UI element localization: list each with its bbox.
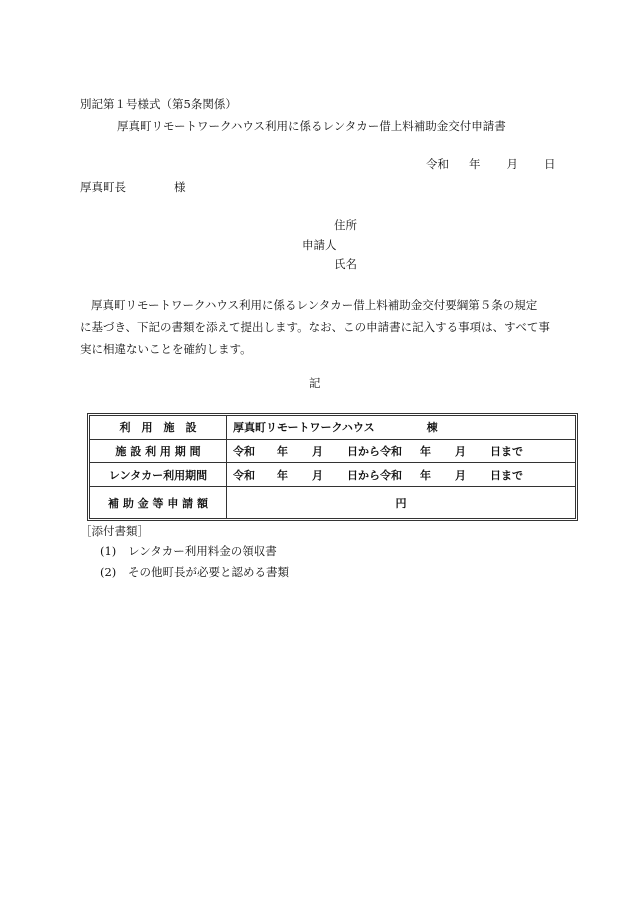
- rp-era: 令和: [233, 468, 255, 482]
- fp-era: 令和: [233, 445, 255, 459]
- amount-unit: 円: [395, 496, 407, 510]
- attachment-item: [100, 567, 289, 579]
- fp-from: 日から令和: [347, 445, 402, 459]
- document-title: 厚真町リモートワークハウス利用に係るレンタカー借上料補助金交付申請書: [117, 119, 506, 133]
- fp-month2: 月: [455, 445, 466, 459]
- form-id: 別記第１号様式（第5条関係）: [80, 97, 237, 111]
- amount-value: [227, 487, 576, 519]
- rp-year: 年: [277, 468, 288, 482]
- rp-month2: 月: [455, 468, 466, 482]
- attachments-header: ［添付書類］: [80, 524, 149, 538]
- details-table: [87, 413, 578, 521]
- attachment-number: (2): [100, 565, 117, 579]
- body-line-1: 厚真町リモートワークハウス利用に係るレンタカー借上料補助金交付要綱第５条の規定: [91, 298, 538, 312]
- attachment-text: レンタカー利用料金の領収書: [128, 544, 277, 558]
- rp-to: 日まで: [490, 468, 523, 482]
- table-row-facility: [90, 416, 576, 440]
- body-line-2: に基づき、下記の書類を添えて提出します。なお、この申請書に記入する事項は、すべて事: [80, 320, 550, 334]
- rp-from: 日から令和: [347, 468, 402, 482]
- facility-label: 利 用 施 設: [90, 416, 227, 440]
- facility-period-value: [227, 439, 576, 463]
- date-line: [426, 159, 556, 171]
- applicant-label: 申請人: [302, 238, 337, 252]
- table-row-facility-period: [90, 439, 576, 463]
- date-day: 日: [544, 157, 556, 171]
- facility-value: [227, 416, 576, 440]
- attachment-number: (1): [100, 544, 117, 558]
- date-era: 令和: [426, 157, 449, 171]
- table-row-amount: [90, 487, 576, 519]
- address-label: 住所: [334, 218, 357, 232]
- date-month: 月: [506, 157, 518, 171]
- body-paragraph: [80, 294, 562, 360]
- facility-name: 厚真町リモートワークハウス: [233, 421, 375, 435]
- rental-period-value: [227, 463, 576, 487]
- fp-to: 日まで: [490, 445, 523, 459]
- addressee-name: 厚真町長: [80, 180, 126, 194]
- amount-label: 補 助 金 等 申 請 額: [90, 487, 227, 519]
- body-line-3: 実に相違ないことを確約します。: [80, 342, 252, 356]
- fp-month: 月: [312, 445, 323, 459]
- addressee: [80, 182, 186, 194]
- rental-period-label: レンタカー利用期間: [90, 463, 227, 487]
- facility-unit: 棟: [426, 421, 438, 435]
- rp-year2: 年: [420, 468, 431, 482]
- fp-year2: 年: [420, 445, 431, 459]
- addressee-suffix: 様: [174, 180, 186, 194]
- fp-year: 年: [277, 445, 288, 459]
- rp-month: 月: [312, 468, 323, 482]
- table-row-rental-period: [90, 463, 576, 487]
- date-year: 年: [469, 157, 481, 171]
- facility-period-label: 施 設 利 用 期 間: [90, 439, 227, 463]
- ki-heading: 記: [309, 376, 321, 390]
- attachment-item: [100, 546, 277, 558]
- name-label: 氏名: [334, 257, 357, 271]
- attachment-text: その他町長が必要と認める書類: [128, 565, 289, 579]
